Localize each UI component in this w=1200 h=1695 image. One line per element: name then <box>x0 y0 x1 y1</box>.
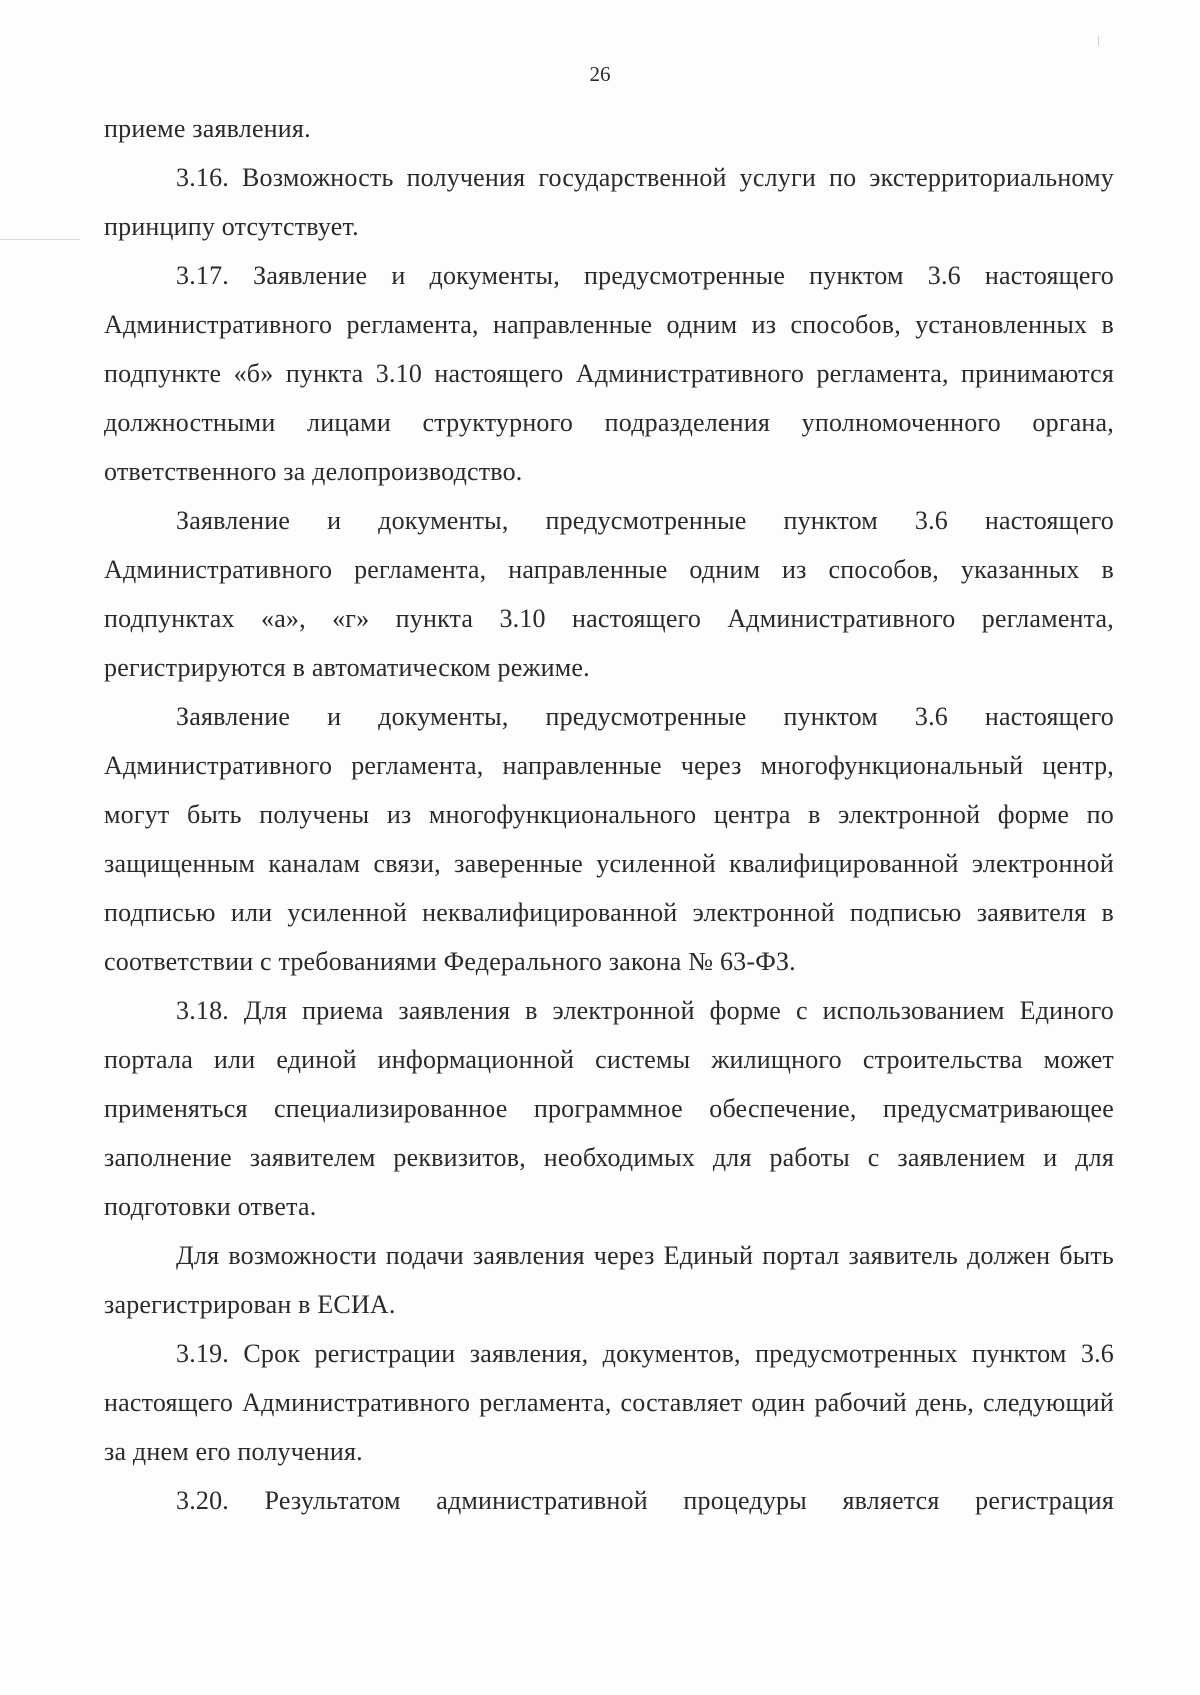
paragraph-3-17: 3.17. Заявление и документы, предусмотренные пунктом 3.6 настоящего Административного регламента, направленные одним из способов, установленных в подпункте «б» пункта 3.10 настоящего Административного регламента, принимаются должностными лицами структурного подразделения уполномоченного органа, ответственного за делопроизводство. <box>104 261 1114 486</box>
paragraph-3-17-mfc: Заявление и документы, предусмотренные пунктом 3.6 настоящего Административного регламента, направленные через многофункциональный центр, могут быть получены из многофункционального центра в электронной форме по защищенным каналам связи, заверенные усиленной квалифицированной электронной подписью или усиленной неквалифицированной электронной подписью заявителя в соответствии с требованиями Федерального закона № 63-ФЗ. <box>104 702 1114 976</box>
paragraph-3-20: 3.20. Результатом административной процедуры является регистрация <box>176 1486 1114 1515</box>
scan-edge-mark <box>1098 36 1099 46</box>
paragraph-3-16: 3.16. Возможность получения государственной услуги по экстерриториальному принципу отсутствует. <box>104 163 1114 241</box>
scan-fold-line <box>0 239 80 240</box>
paragraph-3-18-esia: Для возможности подачи заявления через Единый портал заявитель должен быть зарегистрирован в ЕСИА. <box>104 1241 1114 1319</box>
paragraph-3-17-automatic-registration: Заявление и документы, предусмотренные пунктом 3.6 настоящего Административного регламента, направленные одним из способов, указанных в подпунктах «а», «г» пункта 3.10 настоящего Административного регламента, регистрируются в автоматическом режиме. <box>104 506 1114 682</box>
paragraph-continuation: приеме заявления. <box>104 114 311 143</box>
paragraph-3-19: 3.19. Срок регистрации заявления, документов, предусмотренных пунктом 3.6 настоящего Административного регламента, составляет один рабочий день, следующий за днем его получения. <box>104 1339 1114 1466</box>
document-body <box>104 104 1114 1525</box>
page-number: 26 <box>589 62 611 86</box>
paragraph-3-18: 3.18. Для приема заявления в электронной форме с использованием Единого портала или единой информационной системы жилищного строительства может применяться специализированное программное обеспечение, предусматривающее заполнение заявителем реквизитов, необходимых для работы с заявлением и для подготовки ответа. <box>104 996 1114 1221</box>
